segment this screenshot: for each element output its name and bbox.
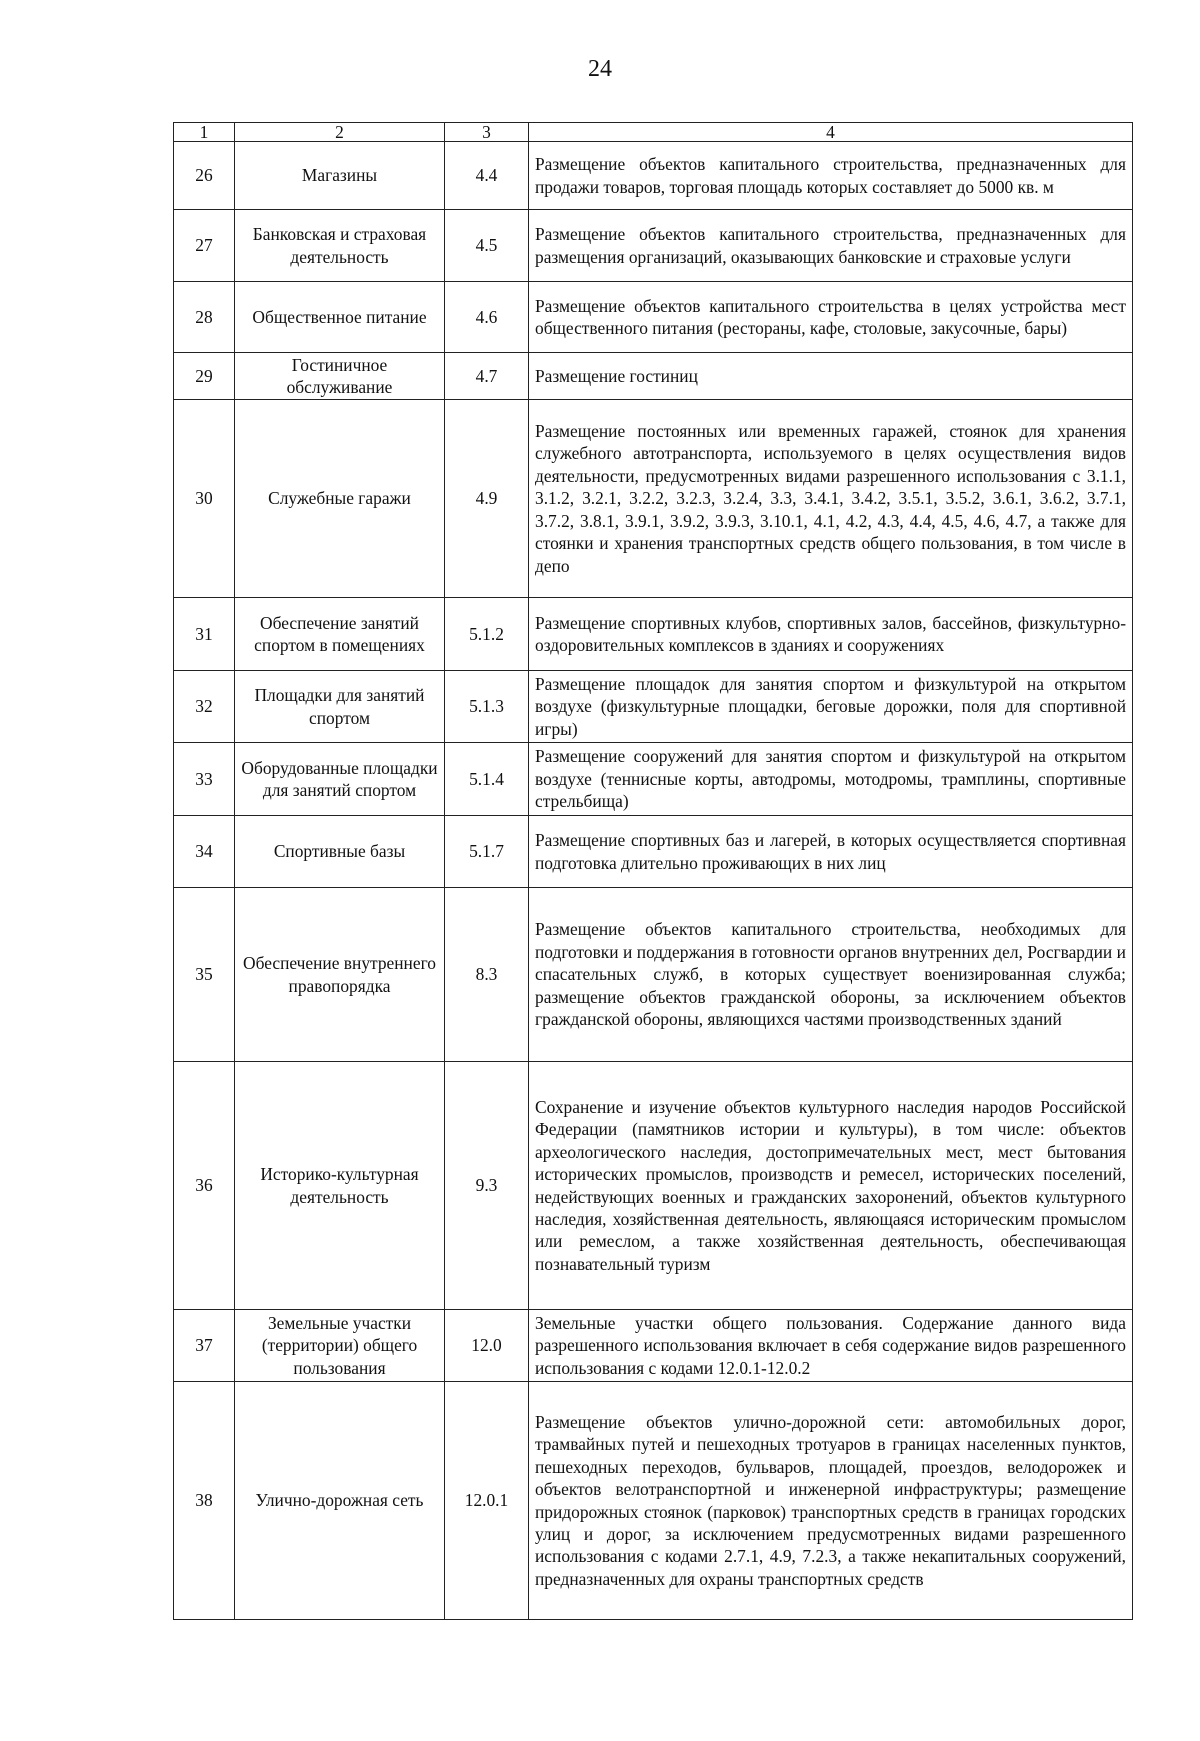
- row-number: 29: [174, 353, 235, 400]
- row-number: 26: [174, 142, 235, 210]
- table-row: [174, 1310, 1133, 1382]
- page-number: 24: [588, 56, 612, 82]
- use-type-description: Размещение объектов капитального строительства, предназначенных для размещения организаций, оказывающих банковские и страховые услуги: [529, 210, 1133, 282]
- use-type-code: 9.3: [445, 1062, 529, 1310]
- use-type-code: 8.3: [445, 888, 529, 1062]
- use-type-name: Площадки для занятий спортом: [235, 671, 445, 743]
- use-type-description: Размещение объектов капитального строительства, предназначенных для продажи товаров, торговая площадь которых составляет до 5000 кв. м: [529, 142, 1133, 210]
- table-row: [174, 142, 1133, 210]
- use-type-name: Банковская и страховая деятельность: [235, 210, 445, 282]
- table-header-row: [174, 123, 1133, 142]
- row-number: 35: [174, 888, 235, 1062]
- row-number: 38: [174, 1382, 235, 1620]
- header-cell: 2: [235, 123, 445, 142]
- table-row: [174, 816, 1133, 888]
- header-cell: 4: [529, 123, 1133, 142]
- use-type-name: Общественное питание: [235, 282, 445, 353]
- use-type-code: 5.1.3: [445, 671, 529, 743]
- use-type-name: Обеспечение внутреннего правопорядка: [235, 888, 445, 1062]
- table-row: [174, 671, 1133, 743]
- header-cell: 3: [445, 123, 529, 142]
- row-number: 33: [174, 743, 235, 816]
- table-row: [174, 282, 1133, 353]
- row-number: 34: [174, 816, 235, 888]
- use-type-code: 12.0: [445, 1310, 529, 1382]
- use-type-description: Размещение объектов капитального строительства в целях устройства мест общественного питания (рестораны, кафе, столовые, закусочные, бары): [529, 282, 1133, 353]
- use-type-description: Размещение площадок для занятия спортом и физкультурой на открытом воздухе (физкультурные площадки, беговые дорожки, поля для спортивной игры): [529, 671, 1133, 743]
- use-type-description: Размещение сооружений для занятия спортом и физкультурой на открытом воздухе (теннисные корты, автодромы, мотодромы, трамплины, спортивные стрельбища): [529, 743, 1133, 816]
- use-type-name: Гостиничное обслуживание: [235, 353, 445, 400]
- use-type-code: 4.7: [445, 353, 529, 400]
- table-row: [174, 400, 1133, 598]
- use-type-name: Земельные участки (территории) общего пользования: [235, 1310, 445, 1382]
- row-number: 32: [174, 671, 235, 743]
- use-type-description: Размещение спортивных клубов, спортивных залов, бассейнов, физкультурно-оздоровительных комплексов в зданиях и сооружениях: [529, 598, 1133, 671]
- use-type-code: 12.0.1: [445, 1382, 529, 1620]
- table-row: [174, 888, 1133, 1062]
- row-number: 30: [174, 400, 235, 598]
- use-type-code: 4.4: [445, 142, 529, 210]
- row-number: 37: [174, 1310, 235, 1382]
- use-type-description: Размещение объектов капитального строительства, необходимых для подготовки и поддержания в готовности органов внутренних дел, Росгвардии и спасательных служб, в которых существует военизированная служба; размещение объектов гражданской обороны, за исключением объектов гражданской обороны, являющихся частями производственных зданий: [529, 888, 1133, 1062]
- table-row: [174, 598, 1133, 671]
- header-cell: 1: [174, 123, 235, 142]
- use-type-code: 5.1.2: [445, 598, 529, 671]
- row-number: 31: [174, 598, 235, 671]
- table-row: [174, 743, 1133, 816]
- use-type-name: Обеспечение занятий спортом в помещениях: [235, 598, 445, 671]
- row-number: 28: [174, 282, 235, 353]
- use-type-code: 4.6: [445, 282, 529, 353]
- table-row: [174, 1382, 1133, 1620]
- use-type-name: Спортивные базы: [235, 816, 445, 888]
- use-type-code: 4.5: [445, 210, 529, 282]
- use-type-description: Размещение постоянных или временных гаражей, стоянок для хранения служебного автотранспорта, используемого в целях осуществления видов деятельности, предусмотренных видами разрешенного использования с 3.1.1, 3.1.2, 3.2.1, 3.2.2, 3.2.3, 3.2.4, 3.3, 3.4.1, 3.4.2, 3.5.1, 3.5.2, 3.6.1, 3.6.2, 3.7.1, 3.7.2, 3.8.1, 3.9.1, 3.9.2, 3.9.3, 3.10.1, 4.1, 4.2, 4.3, 4.4, 4.5, 4.6, 4.7, а также для стоянки и хранения транспортных средств общего пользования, в том числе в депо: [529, 400, 1133, 598]
- use-type-code: 5.1.7: [445, 816, 529, 888]
- use-type-description: Земельные участки общего пользования. Содержание данного вида разрешенного использования включает в себя содержание видов разрешенного использования с кодами 12.0.1-12.0.2: [529, 1310, 1133, 1382]
- use-type-description: Размещение гостиниц: [529, 353, 1133, 400]
- table-row: [174, 1062, 1133, 1310]
- row-number: 36: [174, 1062, 235, 1310]
- use-type-code: 4.9: [445, 400, 529, 598]
- table-row: [174, 210, 1133, 282]
- row-number: 27: [174, 210, 235, 282]
- use-type-description: Размещение объектов улично-дорожной сети: автомобильных дорог, трамвайных путей и пешеходных тротуаров в границах населенных пунктов, пешеходных переходов, бульваров, площадей, проездов, велодорожек и объектов велотранспортной и инженерной инфраструктуры; размещение придорожных стоянок (парковок) транспортных средств в границах городских улиц и дорог, за исключением предусмотренных видами разрешенного использования с кодами 2.7.1, 4.9, 7.2.3, а также некапитальных сооружений, предназначенных для охраны транспортных средств: [529, 1382, 1133, 1620]
- use-type-name: Улично-дорожная сеть: [235, 1382, 445, 1620]
- use-type-description: Размещение спортивных баз и лагерей, в которых осуществляется спортивная подготовка длительно проживающих в них лиц: [529, 816, 1133, 888]
- use-type-name: Оборудованные площадки для занятий спортом: [235, 743, 445, 816]
- land-use-table: [173, 122, 1133, 1620]
- use-type-name: Служебные гаражи: [235, 400, 445, 598]
- use-type-name: Историко-культурная деятельность: [235, 1062, 445, 1310]
- use-type-description: Сохранение и изучение объектов культурного наследия народов Российской Федерации (памятников истории и культуры), в том числе: объектов археологического наследия, достопримечательных мест, мест бытования исторических промыслов, производств и ремесел, исторических поселений, недействующих военных и гражданских захоронений, объектов культурного наследия, хозяйственная деятельность, являющаяся историческим промыслом или ремеслом, а также хозяйственная деятельность, обеспечивающая познавательный туризм: [529, 1062, 1133, 1310]
- use-type-code: 5.1.4: [445, 743, 529, 816]
- table-row: [174, 353, 1133, 400]
- use-type-name: Магазины: [235, 142, 445, 210]
